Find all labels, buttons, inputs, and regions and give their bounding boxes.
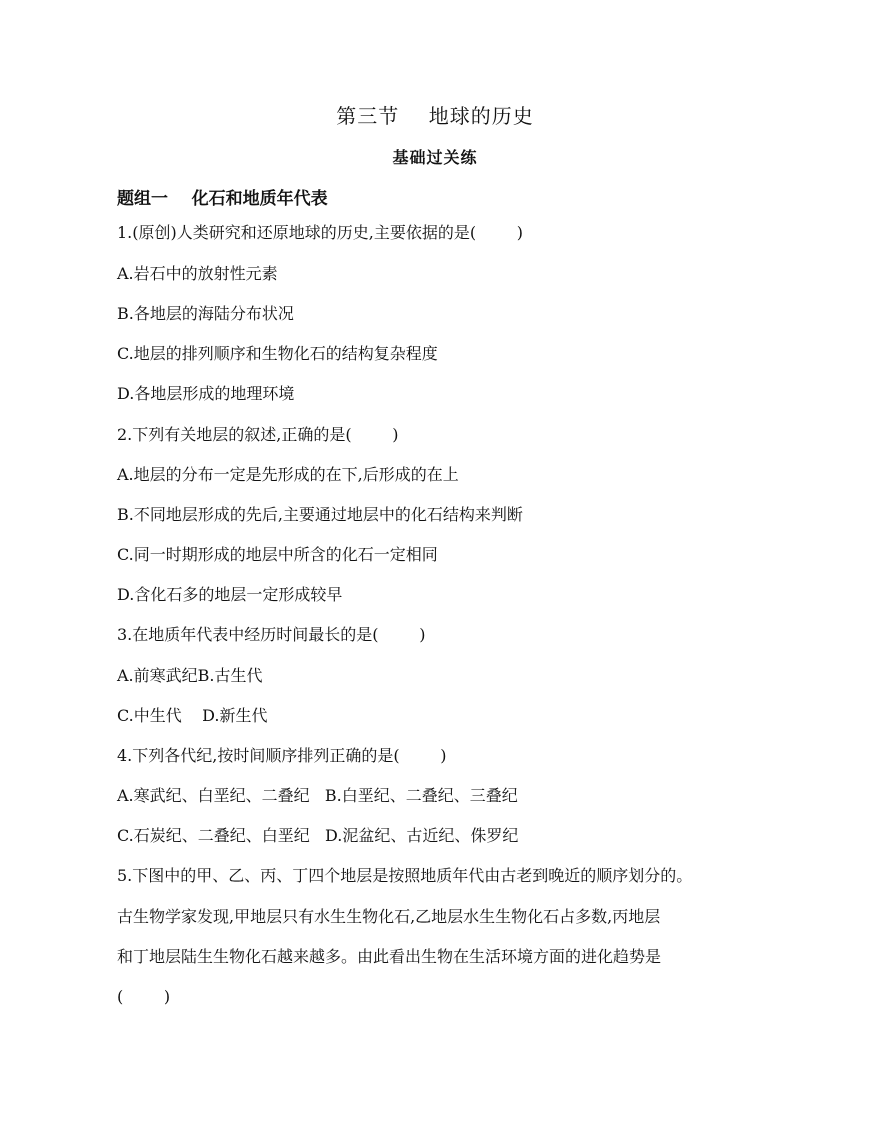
section-heading: 题组一 化石和地质年代表 <box>117 189 328 209</box>
question-5-stem-line-3: 和丁地层陆生生物化石越来越多。由此看出生物在生活环境方面的进化趋势是 <box>117 947 662 966</box>
question-1-stem: 1.(原创)人类研究和还原地球的历史,主要依据的是( ) <box>117 223 524 242</box>
question-2-option-d: D.含化石多的地层一定形成较早 <box>117 585 343 604</box>
question-5-stem-line-1: 5.下图中的甲、乙、丙、丁四个地层是按照地质年代由古老到晚近的顺序划分的。 <box>117 866 693 885</box>
question-3-options-ab: A.前寒武纪B.古生代 <box>117 666 263 685</box>
question-1-option-a: A.岩石中的放射性元素 <box>117 264 278 283</box>
question-4-options-ab: A.寒武纪、白垩纪、二叠纪 B.白垩纪、二叠纪、三叠纪 <box>117 786 518 805</box>
question-1-option-c: C.地层的排列顺序和生物化石的结构复杂程度 <box>117 344 438 363</box>
question-4-options-cd: C.石炭纪、二叠纪、白垩纪 D.泥盆纪、古近纪、侏罗纪 <box>117 826 519 845</box>
question-5-stem-line-2: 古生物学家发现,甲地层只有水生生物化石,乙地层水生生物化石占多数,丙地层 <box>117 907 661 926</box>
question-2-option-c: C.同一时期形成的地层中所含的化石一定相同 <box>117 545 438 564</box>
question-1-option-d: D.各地层形成的地理环境 <box>117 384 295 403</box>
question-2-option-a: A.地层的分布一定是先形成的在下,后形成的在上 <box>117 465 459 484</box>
question-2-option-b: B.不同地层形成的先后,主要通过地层中的化石结构来判断 <box>117 505 523 524</box>
question-5-answer-blank: ( ) <box>117 987 171 1006</box>
question-2-stem: 2.下列有关地层的叙述,正确的是( ) <box>117 425 399 444</box>
question-3-options-cd: C.中生代 D.新生代 <box>117 706 268 725</box>
question-4-stem: 4.下列各代纪,按时间顺序排列正确的是( ) <box>117 746 447 765</box>
page-subtitle: 基础过关练 <box>392 148 478 167</box>
page-title: 第三节 地球的历史 <box>336 104 534 128</box>
question-1-option-b: B.各地层的海陆分布状况 <box>117 304 294 323</box>
question-3-stem: 3.在地质年代表中经历时间最长的是( ) <box>117 625 426 644</box>
